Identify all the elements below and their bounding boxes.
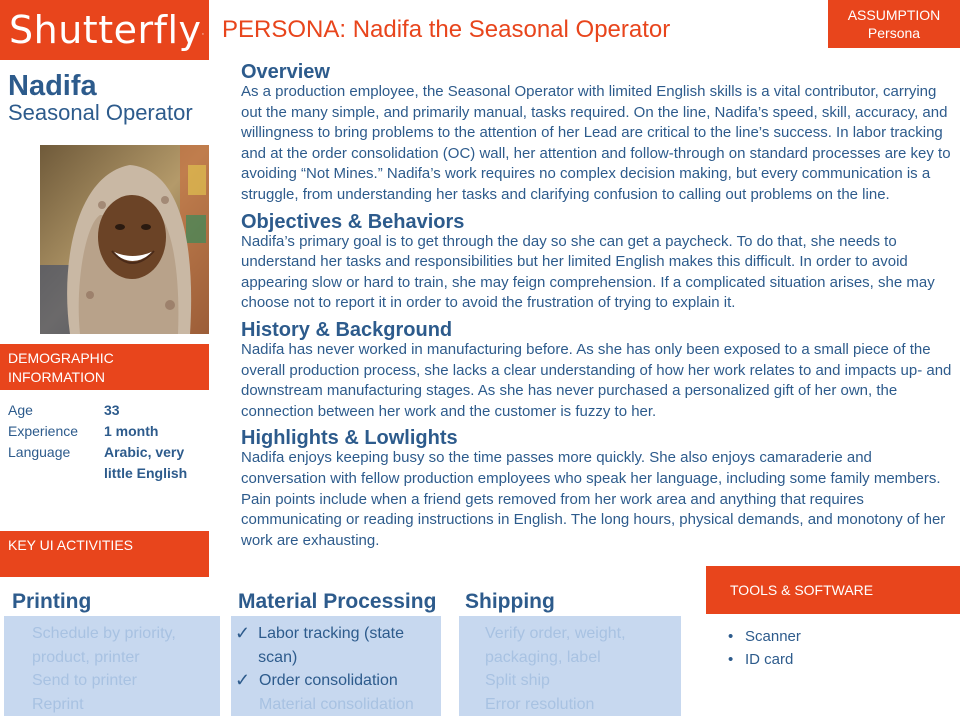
persona-name: Nadifa (8, 70, 97, 102)
list-item: Material consolidation (259, 695, 414, 713)
column-printing (4, 616, 220, 716)
list-item: ✓ Labor tracking (state scan) (235, 622, 441, 669)
checkmark-icon: ✓ (235, 670, 251, 690)
persona-role: Seasonal Operator (8, 100, 193, 125)
page-title: PERSONA: Nadifa the Seasonal Operator (222, 16, 671, 43)
column-heading-printing: Printing (12, 590, 92, 613)
list-item: Schedule by priority, product, printer (32, 625, 176, 666)
demo-row-experience: Experience 1 month (8, 423, 159, 439)
tools-list (728, 625, 801, 671)
column-shipping (459, 616, 681, 716)
section-body-overview: As a production employee, the Seasonal Operator with limited English skills is a vital contributor, carrying out the many simple, and primarily manual, tasks required. On the line, Nadifa’s speed, skill, accuracy, and willingness to bring problems to the attention of her Lead are critical to the line’s success. In labor tracking and at the order consolidation (OC) wall, her attention and follow-through on standard processes are key to avoiding “Not Mines.” Nadifa’s work requires no complex decision making, but every communication is a struggle, from understanding her tasks and clarifying confusion to calling out problems on the line. (241, 83, 951, 203)
section-heading-objectives: Objectives & Behaviors (241, 210, 465, 233)
shutterfly-logo: Shutterfly. (9, 8, 205, 52)
checkmark-icon: ✓ (235, 623, 251, 643)
column-heading-material-processing: Material Processing (238, 590, 437, 613)
logo-banner (0, 0, 209, 60)
section-heading-highlights: Highlights & Lowlights (241, 427, 458, 450)
key-ui-header: KEY UI ACTIVITIES (0, 531, 209, 577)
list-item: • Scanner (728, 625, 801, 648)
demographic-table (8, 400, 204, 484)
demo-row-language: Language Arabic, very little English (8, 444, 188, 481)
section-body-objectives: Nadifa’s primary goal is to get through the day so she can get a paycheck. To do that, she needs to understand her tasks and responsibilities but her limited English makes this difficult. In order to avoid appearing slow or hard to train, she may feign comprehension. If a complicated situation arises, she may choose not to report it in order to avoid the frustration of trying to explain it. (241, 232, 935, 312)
list-item: • ID card (728, 648, 801, 671)
persona-content (241, 62, 953, 557)
section-body-highlights: Nadifa enjoys keeping busy so the time passes more quickly. She also enjoys camaraderie and conversation with fellow production employees who speak her language, including some family members. Pain points include when a friend gets removed from her work area and anything that requires communicating or reading instructions in English. The long hours, physical demands, and monotony of her work are exhausting. (241, 449, 946, 549)
list-item: Reprint (32, 695, 84, 713)
column-heading-shipping: Shipping (465, 590, 555, 613)
list-item: ✓ Order consolidation (235, 669, 441, 693)
demo-row-age: Age 33 (8, 402, 120, 418)
persona-photo (40, 145, 209, 334)
column-material-processing (231, 616, 441, 716)
section-heading-overview: Overview (241, 61, 330, 83)
list-item: Error resolution (485, 695, 595, 713)
list-item: Verify order, weight, packaging, label (485, 625, 626, 666)
section-heading-history: History & Background (241, 318, 453, 341)
tools-header: TOOLS & SOFTWARE (706, 566, 960, 614)
persona-photo-illustration (40, 145, 209, 334)
assumption-badge: ASSUMPTION Persona (828, 0, 960, 48)
demographic-header: DEMOGRAPHIC INFORMATION (0, 344, 209, 390)
list-item: Split ship (485, 672, 550, 689)
list-item: Send to printer (32, 672, 137, 689)
section-body-history: Nadifa has never worked in manufacturing before. As she has only been exposed to a small piece of the overall production process, she lacks a clear understanding of how her work relates to and impacts up- and downstream manufacturing stages. As she has never purchased a personalized gift of her own, the connection between her work and the customer is fuzzy to her. (241, 340, 952, 420)
